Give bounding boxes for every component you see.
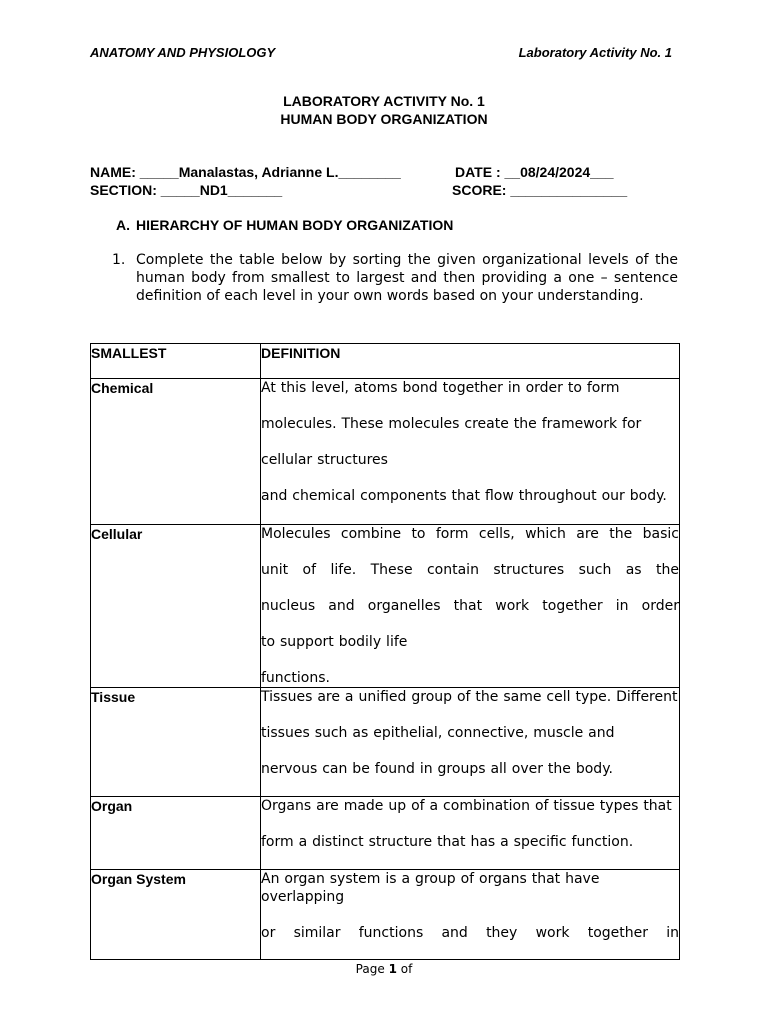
level-cellular: Cellular [91,525,261,688]
document-subtitle: HUMAN BODY ORGANIZATION [280,111,488,127]
instruction-text: Complete the table below by sorting the given organizational levels of the human body from smallest to largest and then providing a one – sentence definition of each level in your own words based on your understanding. [136,252,678,304]
footer-page-label: Page [355,962,385,976]
name-field: NAME: _____Manalastas, Adrianne L.________ [90,164,401,180]
definition-line: Tissues are a unified group of the same cell type. Different [261,689,678,705]
table-row [91,688,680,797]
document-title: LABORATORY ACTIVITY No. 1 [283,93,485,109]
definition-line: Molecules combine to form cells, which are the basic [261,526,679,542]
definition-line: At this level, atoms bond together in order to form [261,380,620,396]
definition-line: Organs are made up of a combination of tissue types that [261,798,672,814]
definition-organ [261,797,680,870]
section-letter: A. [116,217,130,233]
table-row [91,797,680,870]
definition-line: molecules. These molecules create the framework for [261,416,642,432]
definition-organ-system [261,870,680,960]
hierarchy-table [90,343,680,960]
definition-tissue [261,688,680,797]
footer-of-label: of [400,962,413,976]
section-a-heading [116,216,453,234]
header-definition: DEFINITION [261,344,680,379]
level-tissue: Tissue [91,688,261,797]
header-course-title: ANATOMY AND PHYSIOLOGY [90,45,276,60]
date-field: DATE : __08/24/2024___ [455,164,614,180]
definition-line: form a distinct structure that has a specific function. [261,834,634,850]
definition-line: unit of life. These contain structures such as the [261,562,679,578]
table-row [91,870,680,960]
page-header [90,45,672,65]
definition-chemical [261,379,680,525]
section-heading-text: HIERARCHY OF HUMAN BODY ORGANIZATION [136,217,454,233]
level-organ: Organ [91,797,261,870]
section-field: SECTION: _____ND1_______ [90,182,283,198]
definition-line: An organ system is a group of organs that have overlapping [261,871,600,905]
header-smallest: SMALLEST [91,344,261,379]
definition-cellular [261,525,680,688]
instruction-number: 1. [112,252,126,268]
definition-line: functions. [261,670,330,686]
definition-line: and chemical components that flow throughout our body. [261,488,667,504]
table-header-row [91,344,680,379]
table-row [91,379,680,525]
definition-line: cellular structures [261,452,388,468]
definition-line: to support bodily life [261,634,408,650]
definition-line: nucleus and organelles that work together in order [261,598,679,614]
level-organ-system: Organ System [91,870,261,960]
footer-page-number: 1 [388,962,397,976]
level-chemical: Chemical [91,379,261,525]
definition-line: nervous can be found in groups all over the body. [261,761,613,777]
table-row [91,525,680,688]
definition-line: tissues such as epithelial, connective, muscle and [261,725,615,741]
instruction-item [112,251,678,305]
score-field: SCORE: _______________ [452,182,628,198]
header-activity-label: Laboratory Activity No. 1 [518,45,672,60]
definition-line: or similar functions and they work together in [261,925,679,941]
page-footer [0,961,768,977]
